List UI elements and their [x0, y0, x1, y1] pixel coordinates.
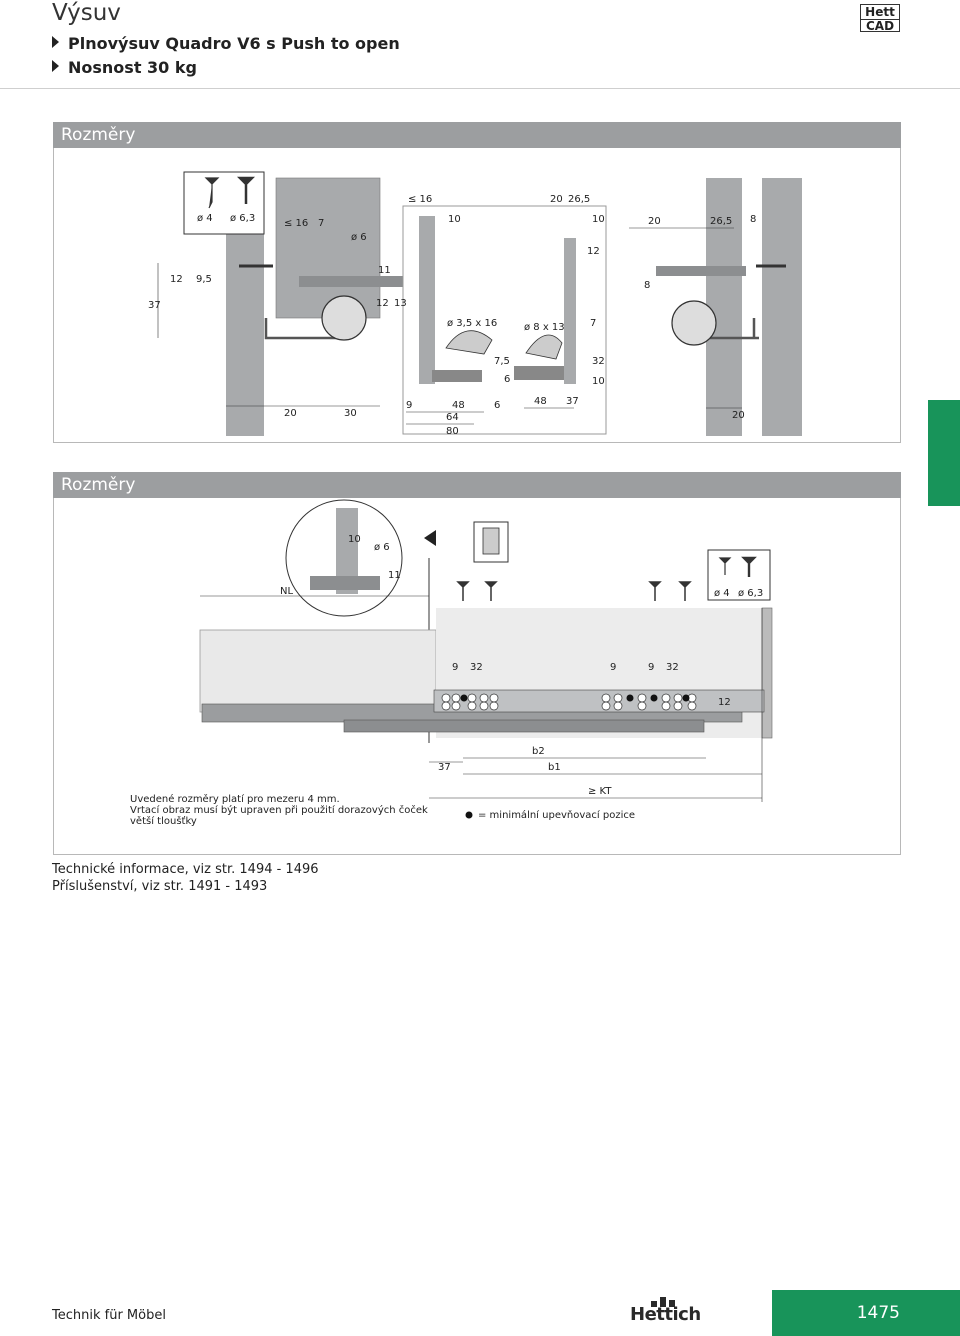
screw-icon-d — [680, 582, 690, 601]
dim2-phi-6: ø 6 — [374, 542, 390, 553]
dim-64: 64 — [446, 412, 459, 423]
dim-8-b: 8 — [644, 280, 651, 291]
dim-11: 11 — [378, 265, 391, 276]
page-number: 1475 — [772, 1290, 960, 1336]
header-divider — [0, 88, 960, 89]
rail-right — [656, 266, 746, 276]
dim2-b2: b2 — [532, 746, 545, 757]
dim-phi-3-5: ø 3,5 x 16 — [447, 318, 498, 329]
dim2-9-c: 9 — [648, 662, 655, 673]
screw2-label-4: ø 4 — [714, 588, 730, 599]
dimension-note: Uvedené rozměry platí pro mezeru 4 mm. Vrtací obraz musí být upraven při použití dorazových čoček větší tloušťky — [130, 794, 428, 827]
screw2-label-6-3: ø 6,3 — [738, 588, 764, 599]
bullet-triangle-icon — [52, 36, 59, 48]
dim-7-b: 7 — [590, 318, 597, 329]
drawer-side-left — [276, 178, 380, 318]
detail-base-a — [432, 370, 482, 382]
cabinet-back — [762, 608, 772, 738]
runner-rail — [344, 720, 704, 732]
dimensions-panel-2 — [53, 498, 901, 855]
bracket-symbol-icon — [483, 528, 499, 554]
dim-9-5: 9,5 — [196, 274, 212, 285]
dimensions-panel-1 — [53, 148, 901, 443]
dim-12-13: 12 — [376, 298, 389, 309]
dim-12-b: 12 — [587, 246, 600, 257]
section-title-dimensions-2: Rozměry — [53, 472, 901, 498]
detail-base-b — [514, 366, 564, 380]
drawer-front — [200, 630, 436, 712]
dim2-12: 12 — [718, 697, 731, 708]
chapter-tab — [928, 400, 960, 506]
info-technical-link[interactable]: Technické informace, viz str. 1494 - 1496 — [52, 862, 319, 877]
screw-label-4: ø 4 — [197, 213, 213, 224]
dim-37: 37 — [148, 300, 161, 311]
detail-side-b — [564, 238, 576, 384]
dim-20: 20 — [284, 408, 297, 419]
subtitle-line-2: Nosnost 30 kg — [52, 58, 197, 77]
bullet-triangle-icon — [52, 60, 59, 72]
dim-10: 10 — [448, 214, 461, 225]
screw-box-1 — [184, 172, 264, 234]
runner-left — [322, 296, 366, 340]
screw-icon-c — [650, 582, 660, 601]
screw-icon-b — [486, 582, 496, 601]
dim-37-b: 37 — [566, 396, 579, 407]
dim2-11: 11 — [388, 570, 401, 581]
dim2-10: 10 — [348, 534, 361, 545]
footer-tagline: Technik für Möbel — [52, 1308, 166, 1323]
front-marker-icon — [424, 530, 436, 546]
dim2-37: 37 — [438, 762, 451, 773]
dim2-32: 32 — [470, 662, 483, 673]
dim-20-b: 20 — [550, 194, 563, 205]
page-title: Výsuv — [52, 0, 121, 26]
runner-right — [672, 301, 716, 345]
dim2-32-b: 32 — [666, 662, 679, 673]
dim-6: 6 — [504, 374, 511, 385]
dim-12: 12 — [170, 274, 183, 285]
screw-label-6-3: ø 6,3 — [230, 213, 256, 224]
dim-phi-6: ø 6 — [351, 232, 367, 243]
dim-26-5: 26,5 — [568, 194, 591, 205]
info-accessories-link[interactable]: Příslušenství, viz str. 1491 - 1493 — [52, 879, 268, 894]
dim-32: 32 — [592, 356, 605, 367]
dim2-9: 9 — [452, 662, 459, 673]
hettcad-badge[interactable]: Hett CAD — [860, 4, 900, 32]
dim2-b1: b1 — [548, 762, 561, 773]
subtitle-line-1: Plnovýsuv Quadro V6 s Push to open — [52, 34, 400, 53]
dim-9: 9 — [406, 400, 413, 411]
dim-6-b: 6 — [494, 400, 501, 411]
dim-8: 8 — [750, 214, 757, 225]
detail-side-a — [419, 216, 435, 384]
section-title-dimensions-1: Rozměry — [53, 122, 901, 148]
screw-icon-a — [458, 582, 468, 601]
dim-10-b: 10 — [592, 214, 605, 225]
dim-48-b: 48 — [534, 396, 547, 407]
hettich-logo: Hettich — [630, 1304, 701, 1325]
slide-profile-drawing — [54, 148, 902, 443]
dim-13: 13 — [394, 298, 407, 309]
dim-10-c: 10 — [592, 376, 605, 387]
cabinet-wall-right — [762, 178, 802, 436]
dim2-9-b: 9 — [610, 662, 617, 673]
zoom-rail — [310, 576, 380, 590]
dim-20-c: 20 — [648, 216, 661, 227]
dim2-kt: ≥ KT — [588, 786, 612, 797]
dim-80: 80 — [446, 426, 459, 437]
legend-text: = minimální upevňovací pozice — [478, 810, 635, 821]
legend-dot-icon — [466, 812, 473, 819]
dim-le-16: ≤ 16 — [284, 218, 309, 229]
dim-7: 7 — [318, 218, 325, 229]
dim-7-5: 7,5 — [494, 356, 510, 367]
dim-le-16-b: ≤ 16 — [408, 194, 433, 205]
dim-26-5-b: 26,5 — [710, 216, 733, 227]
dim-20-d: 20 — [732, 410, 745, 421]
dim-48: 48 — [452, 400, 465, 411]
dim-30: 30 — [344, 408, 357, 419]
dim-phi-8: ø 8 x 13 — [524, 322, 565, 333]
dim2-nl: NL — [280, 586, 294, 597]
